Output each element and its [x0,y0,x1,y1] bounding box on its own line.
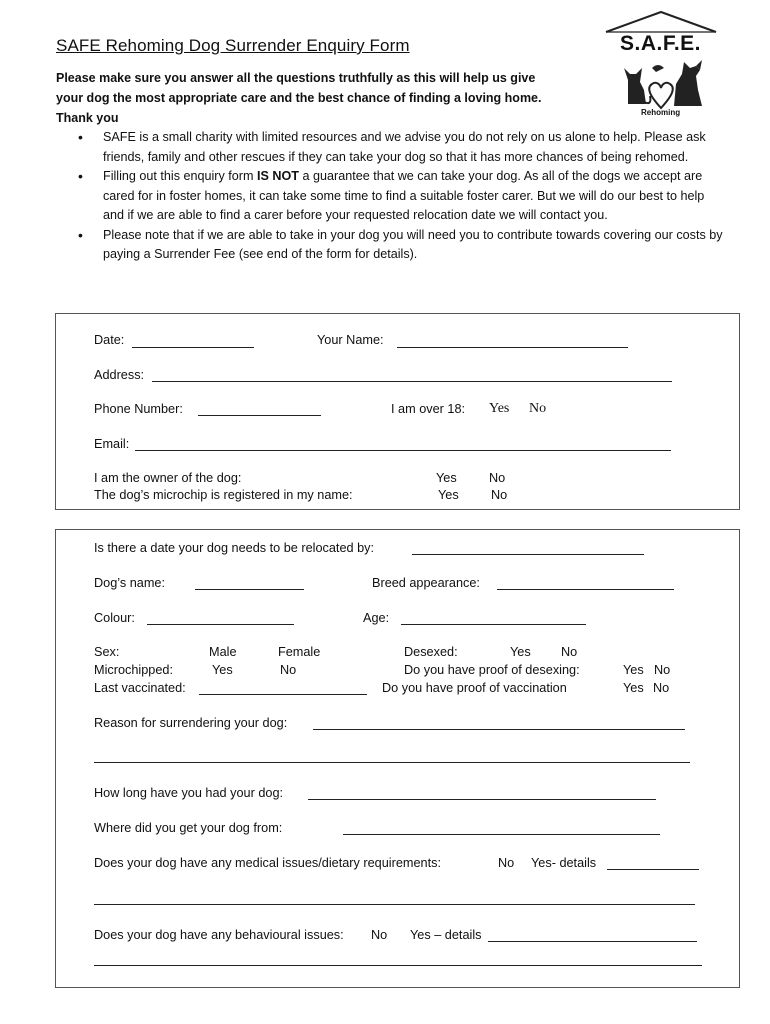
proof-desexing-no-option[interactable]: No [654,663,671,677]
age-label: Age: [363,611,390,625]
age-field[interactable] [401,624,586,625]
medical-no-option[interactable]: No [498,856,515,870]
medical-details-field-line-2[interactable] [94,904,695,905]
owner-yes-option[interactable]: Yes [436,471,457,485]
note-item [78,167,728,226]
note-text: SAFE is a small charity with limited resources and we advise you do not rely on us alone to help. Please ask friends, family and other rescues if they can take your dog so that it has more chances of being rehomed. [103,130,706,164]
email-label: Email: [94,437,130,451]
notes-list [78,128,728,265]
your-name-field[interactable] [397,347,628,348]
dog-details-section [55,529,740,988]
behavioural-details-field[interactable] [488,941,697,942]
note-item [78,128,728,167]
logo-subtitle: Rehoming [641,108,681,117]
behavioural-details-field-line-2[interactable] [94,965,702,966]
colour-label: Colour: [94,611,135,625]
how-long-label: How long have you had your dog: [94,786,284,800]
reason-field[interactable] [313,729,685,730]
proof-vaccination-label: Do you have proof of vaccination [382,681,567,695]
address-label: Address: [94,368,145,382]
sex-male-option[interactable]: Male [209,645,237,659]
note-text: a guarantee that we can take your dog. As all of the dogs we accept are cared for in foster homes, it can take some time to find a suitable foster carer. But we will do our best to help and if we are able to find a carer before your requested relocation date we will contact you. [103,169,705,222]
address-field[interactable] [152,381,672,382]
note-text: Please note that if we are able to take in your dog you will need you to contribute towards covering our costs by paying a Surrender Fee (see end of the form for details). [103,227,723,261]
microchipped-label: Microchipped: [94,663,173,677]
logo-name: S.A.F.E. [620,32,702,55]
phone-field[interactable] [198,415,321,416]
medical-issues-label: Does your dog have any medical issues/dietary requirements: [94,856,441,870]
microchip-registered-yes-option[interactable]: Yes [438,488,459,502]
over-18-no-option[interactable]: No [529,401,547,416]
reason-field-line-2[interactable] [94,762,690,763]
how-long-field[interactable] [308,799,656,800]
email-field[interactable] [135,450,671,451]
dog-name-label: Dog’s name: [94,576,165,590]
behavioural-no-option[interactable]: No [371,928,388,942]
where-from-label: Where did you get your dog from: [94,821,283,835]
sex-female-option[interactable]: Female [278,645,321,659]
date-field[interactable] [132,347,254,348]
last-vaccinated-label: Last vaccinated: [94,681,186,695]
medical-details-field[interactable] [607,869,699,870]
colour-field[interactable] [147,624,294,625]
relocate-date-field[interactable] [412,554,644,555]
desexed-yes-option[interactable]: Yes [510,645,531,659]
relocate-date-label: Is there a date your dog needs to be relocated by: [94,541,375,555]
breed-field[interactable] [497,589,674,590]
note-text: Filling out this enquiry form [103,169,257,183]
microchipped-no-option[interactable]: No [280,663,297,677]
proof-vaccination-no-option[interactable]: No [653,681,670,695]
proof-desexing-yes-option[interactable]: Yes [623,663,644,677]
proof-desexing-label: Do you have proof of desexing: [404,663,580,677]
microchip-registered-no-option[interactable]: No [491,488,508,502]
dog-name-field[interactable] [195,589,304,590]
desexed-label: Desexed: [404,645,458,659]
date-label: Date: [94,333,125,347]
where-from-field[interactable] [343,834,660,835]
medical-yes-option[interactable]: Yes- details [531,856,597,870]
phone-label: Phone Number: [94,402,183,416]
microchip-registered-label: The dog’s microchip is registered in my name: [94,488,353,502]
over-18-label: I am over 18: [391,402,466,416]
house-dog-cat-logo-icon [600,10,722,122]
owner-label: I am the owner of the dog: [94,471,242,485]
behavioural-yes-option[interactable]: Yes – details [410,928,482,942]
safe-logo [600,10,722,122]
breed-label: Breed appearance: [372,576,480,590]
desexed-no-option[interactable]: No [561,645,578,659]
form-title: SAFE Rehoming Dog Surrender Enquiry Form [56,36,410,55]
note-emphasis: IS NOT [257,169,299,183]
intro-text: Please make sure you answer all the questions truthfully as this will help us give your dog the most appropriate care and the best chance of finding a loving home. Thank you [56,71,542,125]
behavioural-issues-label: Does your dog have any behavioural issues: [94,928,344,942]
last-vaccinated-field[interactable] [199,694,367,695]
your-name-label: Your Name: [317,333,384,347]
over-18-yes-option[interactable]: Yes [489,401,510,416]
reason-label: Reason for surrendering your dog: [94,716,288,730]
owner-no-option[interactable]: No [489,471,506,485]
sex-label: Sex: [94,645,120,659]
note-item [78,226,728,265]
microchipped-yes-option[interactable]: Yes [212,663,233,677]
proof-vaccination-yes-option[interactable]: Yes [623,681,644,695]
